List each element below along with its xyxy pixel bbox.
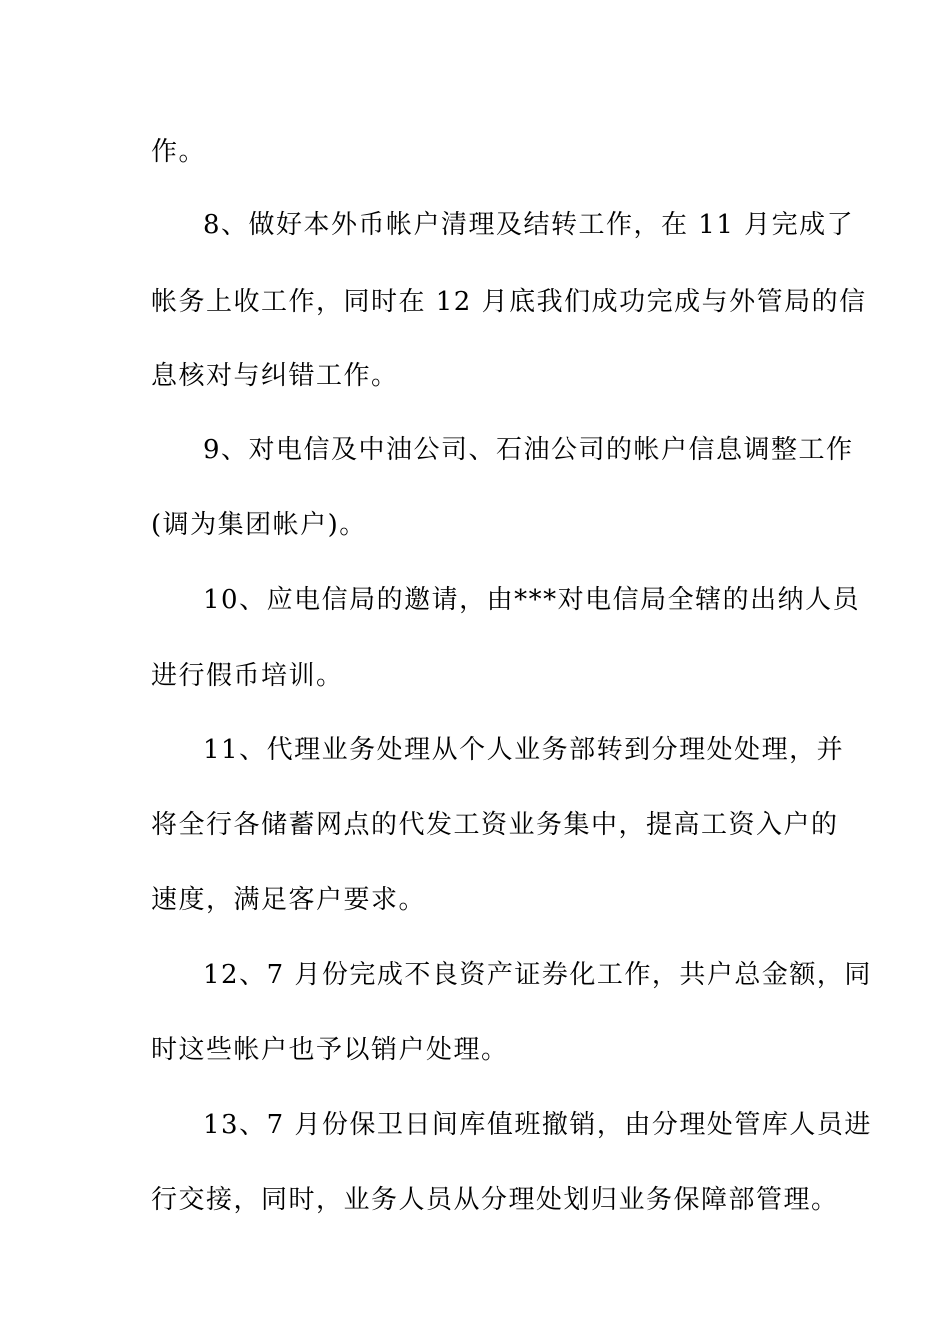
text-line: 帐务上收工作，同时在 12 月底我们成功完成与外管局的信 bbox=[151, 287, 867, 317]
text-line: 8、做好本外币帐户清理及结转工作，在 11 月完成了 bbox=[203, 210, 855, 240]
text-line: 进行假币培训。 bbox=[151, 661, 344, 691]
text-line: 10、应电信局的邀请，由***对电信局全辖的出纳人员 bbox=[203, 585, 861, 615]
text-line: 将全行各储蓄网点的代发工资业务集中，提高工资入户的 bbox=[151, 810, 839, 840]
text-line: 11、代理业务处理从个人业务部转到分理处处理，并 bbox=[203, 735, 845, 765]
text-line: 时这些帐户也予以销户处理。 bbox=[151, 1035, 509, 1065]
text-line: 13、7 月份保卫日间库值班撤销，由分理处管库人员进 bbox=[203, 1110, 872, 1140]
text-line: 息核对与纠错工作。 bbox=[151, 361, 399, 391]
text-line: 行交接，同时，业务人员从分理处划归业务保障部管理。 bbox=[151, 1185, 839, 1215]
text-line: 9、对电信及中油公司、石油公司的帐户信息调整工作 bbox=[203, 435, 854, 465]
text-line: (调为集团帐户)。 bbox=[151, 510, 367, 540]
text-line: 作。 bbox=[151, 137, 207, 167]
text-line: 12、7 月份完成不良资产证券化工作，共户总金额，同 bbox=[203, 960, 872, 990]
text-line: 速度，满足客户要求。 bbox=[151, 885, 427, 915]
